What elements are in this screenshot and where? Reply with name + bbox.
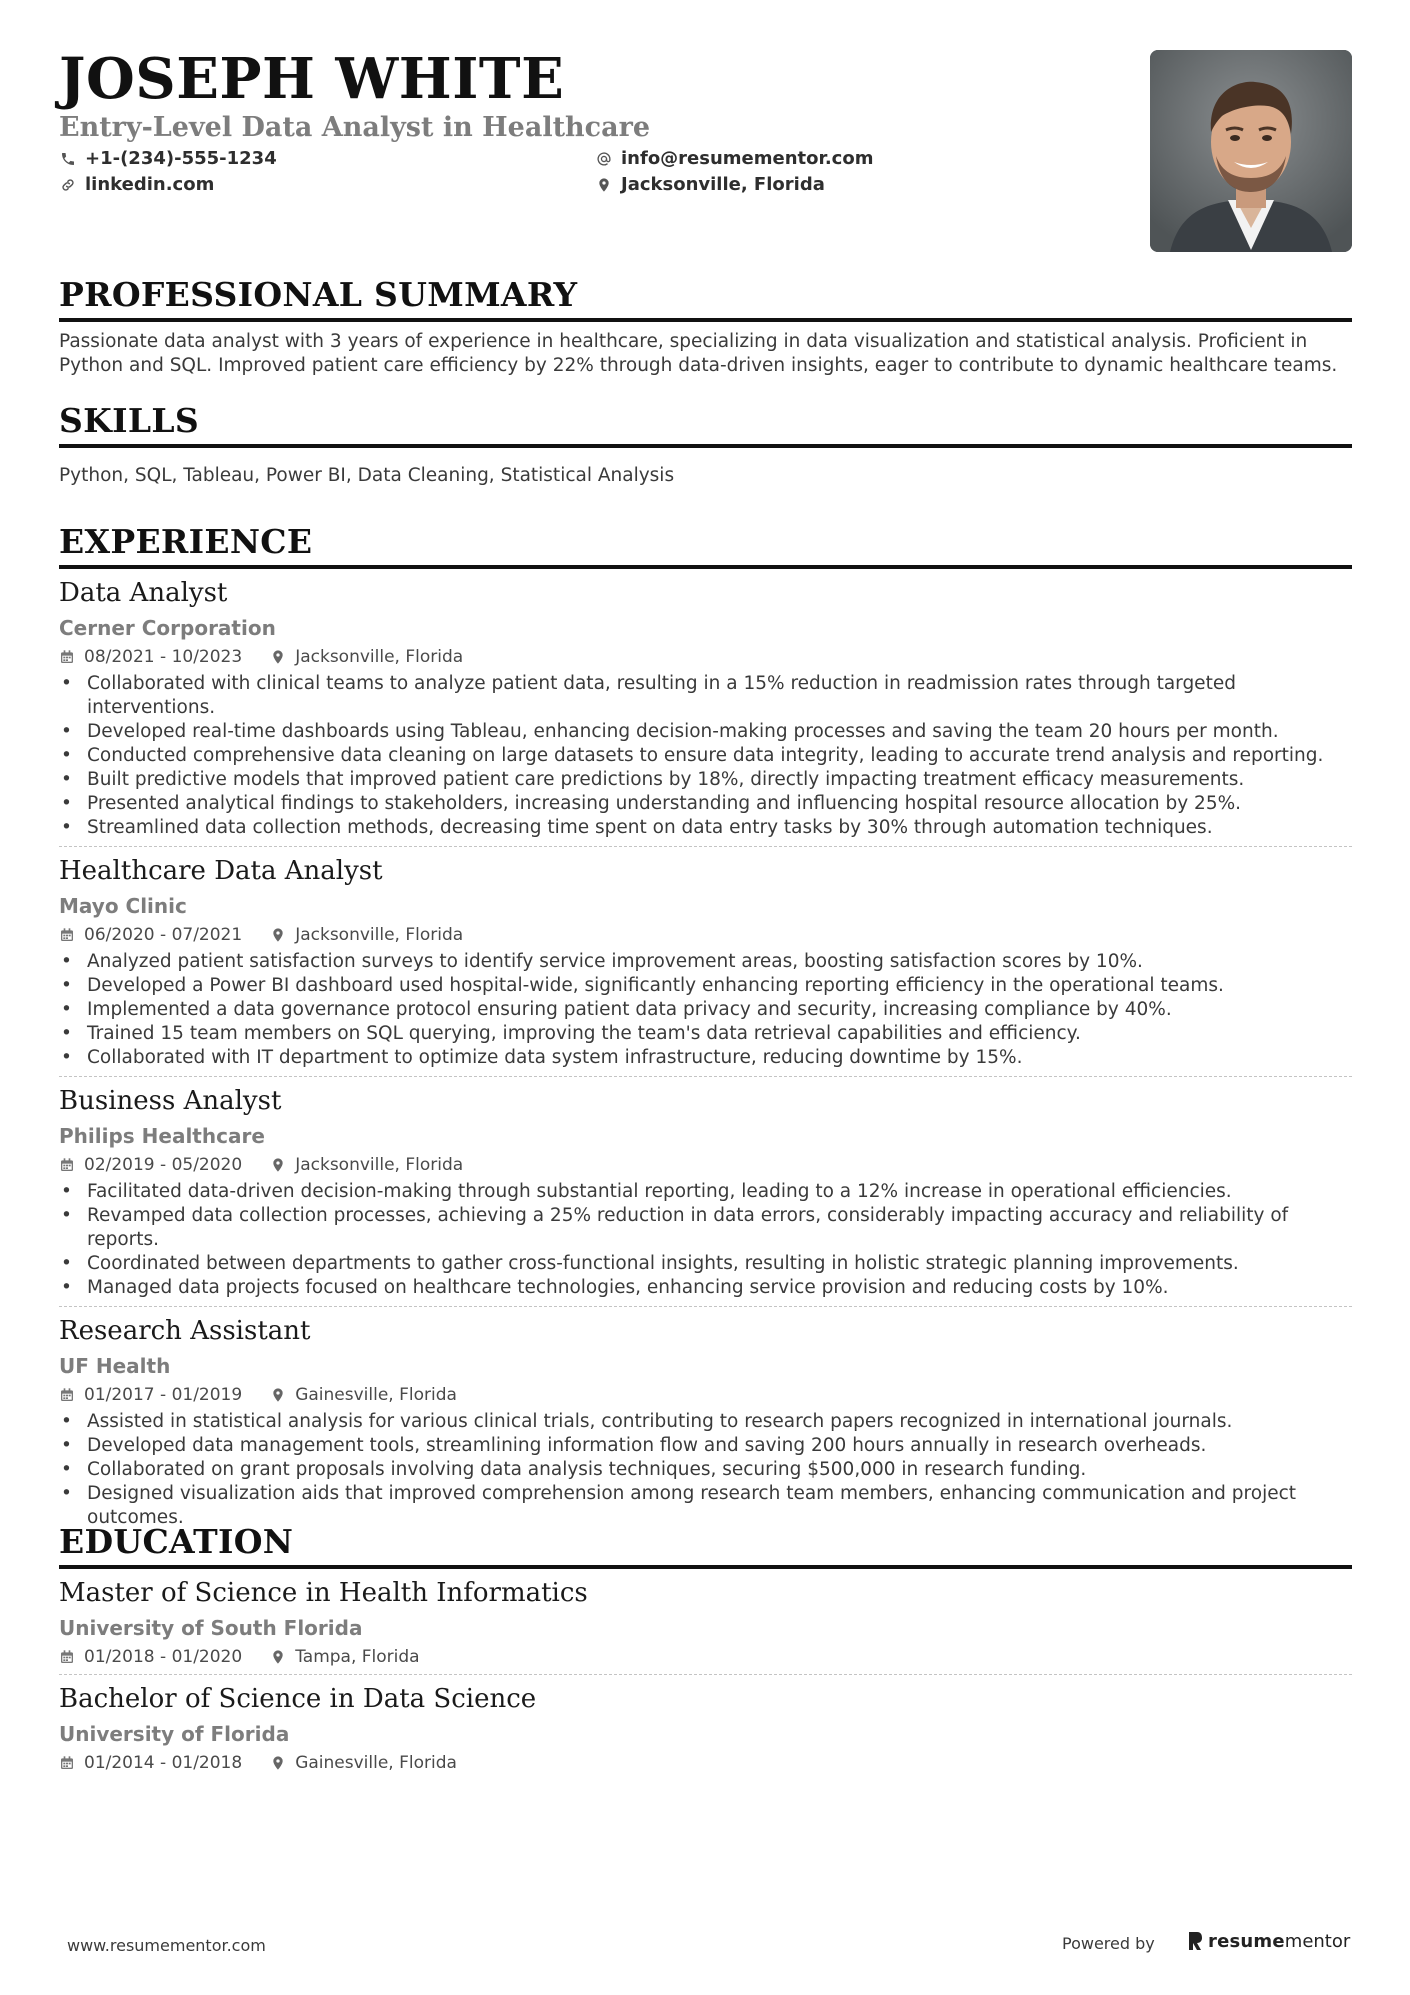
contact-phone[interactable]: [59, 147, 277, 171]
contact-linkedin[interactable]: [59, 173, 214, 197]
bullet-item: • Collaborated with clinical teams to analyze patient data, resulting in a 15% reduction in readmission rates through targeted interventions.: [59, 672, 1352, 720]
summary-text: Passionate data analyst with 3 years of experience in healthcare, specializing in data visualization and statistical analysis. Proficient in Python and SQL. Improved patient care efficiency by 22% through data-driven insights, eager to contribute to dynamic healthcare teams.: [59, 331, 1338, 376]
calendar-icon: [59, 1649, 75, 1665]
job-entry: [59, 1085, 1352, 1307]
skills-text: Python, SQL, Tableau, Power BI, Data Cleaning, Statistical Analysis: [59, 465, 675, 486]
job-dates: 01/2017 - 01/2019: [59, 1384, 242, 1406]
contact-location: [595, 173, 825, 197]
job-company: Mayo Clinic: [59, 894, 187, 918]
bullet-item: • Assisted in statistical analysis for various clinical trials, contributing to research papers recognized in international journals.: [59, 1410, 1352, 1434]
calendar-icon: [59, 1157, 75, 1173]
bullet-item: • Collaborated with IT department to optimize data system infrastructure, reducing downtime by 15%.: [59, 1046, 1352, 1070]
education-entry: [59, 1577, 1352, 1675]
bullet-item: • Trained 15 team members on SQL querying, improving the team's data retrieval capabilities and efficiency.: [59, 1022, 1352, 1046]
education-location: Gainesville, Florida: [270, 1752, 457, 1774]
map-pin-icon: [270, 1157, 286, 1173]
link-icon: [59, 176, 77, 194]
map-pin-icon: [270, 649, 286, 665]
resume-page: [59, 0, 1352, 1773]
entry-divider: [59, 846, 1352, 847]
phone-text: +1-(234)-555-1234: [85, 148, 277, 169]
entry-divider: [59, 1076, 1352, 1077]
bullet-item: • Developed real-time dashboards using Tableau, enhancing decision-making processes and saving the team 20 hours per month.: [59, 720, 1352, 744]
email-text: info@resumementor.com: [621, 148, 874, 169]
location-text: Jacksonville, Florida: [621, 174, 825, 195]
map-pin-icon: [270, 927, 286, 943]
bullet-item: • Presented analytical findings to stakeholders, increasing understanding and influencing hospital resource allocation by 25%.: [59, 792, 1352, 816]
bullet-item: • Designed visualization aids that improved comprehension among research team members, enhancing communication and project outcomes.: [59, 1482, 1352, 1530]
education-meta: [59, 1646, 1352, 1668]
education-dates: 01/2014 - 01/2018: [59, 1752, 242, 1774]
section-divider: [59, 444, 1352, 448]
bullet-item: • Revamped data collection processes, achieving a 25% reduction in data errors, considerably impacting accuracy and reliability of reports.: [59, 1204, 1352, 1252]
experience-heading: EXPERIENCE: [59, 522, 313, 561]
job-dates: 08/2021 - 10/2023: [59, 646, 242, 668]
resumementor-logo[interactable]: [1186, 1930, 1350, 1952]
bullet-item: • Managed data projects focused on healthcare technologies, enhancing service provision and reducing costs by 10%.: [59, 1276, 1352, 1300]
degree-title: Bachelor of Science in Data Science: [59, 1684, 537, 1714]
contact-email[interactable]: [595, 147, 873, 171]
footer-powered-by: Powered by: [1062, 1934, 1155, 1953]
profile-photo: [1150, 50, 1352, 252]
calendar-icon: [59, 927, 75, 943]
job-location: Jacksonville, Florida: [270, 924, 463, 946]
education-meta: [59, 1752, 1352, 1774]
summary-heading: PROFESSIONAL SUMMARY: [59, 275, 578, 314]
job-entry: [59, 1315, 1352, 1530]
bullet-item: • Collaborated on grant proposals involving data analysis techniques, securing $500,000 in research funding.: [59, 1458, 1352, 1482]
entry-divider: [59, 1306, 1352, 1307]
job-company: Cerner Corporation: [59, 616, 276, 640]
experience-section: [59, 521, 1352, 1530]
calendar-icon: [59, 1755, 75, 1771]
job-title: Data Analyst: [59, 578, 228, 608]
education-dates: 01/2018 - 01/2020: [59, 1646, 242, 1668]
at-icon: [595, 150, 613, 168]
logo-mark-icon: [1186, 1930, 1204, 1952]
bullet-item: • Developed a Power BI dashboard used hospital-wide, significantly enhancing reporting efficiency in the operational teams.: [59, 974, 1352, 998]
section-divider: [59, 1565, 1352, 1569]
job-title: Business Analyst: [59, 1086, 282, 1116]
linkedin-text: linkedin.com: [85, 174, 215, 195]
entry-divider: [59, 1674, 1352, 1675]
phone-icon: [59, 150, 77, 168]
job-location: Jacksonville, Florida: [270, 646, 463, 668]
job-meta: [59, 1154, 1352, 1176]
job-company: Philips Healthcare: [59, 1124, 265, 1148]
job-meta: [59, 924, 1352, 946]
candidate-role: Entry-Level Data Analyst in Healthcare: [59, 112, 651, 143]
job-title: Research Assistant: [59, 1316, 311, 1346]
map-pin-icon: [270, 1755, 286, 1771]
map-pin-icon: [270, 1387, 286, 1403]
job-bullets: [59, 672, 1352, 840]
bullet-item: • Built predictive models that improved patient care predictions by 18%, directly impacting treatment efficacy measurements.: [59, 768, 1352, 792]
degree-title: Master of Science in Health Informatics: [59, 1578, 588, 1608]
job-dates: 06/2020 - 07/2021: [59, 924, 242, 946]
school-name: University of Florida: [59, 1722, 290, 1746]
section-divider: [59, 318, 1352, 322]
logo-text-bold: resume: [1208, 1930, 1285, 1952]
skills-section: [59, 400, 1352, 488]
job-title: Healthcare Data Analyst: [59, 856, 383, 886]
bullet-item: • Facilitated data-driven decision-making through substantial reporting, leading to a 12% increase in operational efficiencies.: [59, 1180, 1352, 1204]
resume-header: [59, 0, 1352, 260]
bullet-item: • Streamlined data collection methods, decreasing time spent on data entry tasks by 30% through automation techniques.: [59, 816, 1352, 840]
map-pin-icon: [270, 1649, 286, 1665]
education-entry: [59, 1683, 1352, 1774]
bullet-item: • Implemented a data governance protocol ensuring patient data privacy and security, increasing compliance by 40%.: [59, 998, 1352, 1022]
bullet-item: • Analyzed patient satisfaction surveys to identify service improvement areas, boosting satisfaction scores by 10%.: [59, 950, 1352, 974]
education-location: Tampa, Florida: [270, 1646, 419, 1668]
education-heading: EDUCATION: [59, 1522, 294, 1561]
bullet-item: • Conducted comprehensive data cleaning on large datasets to ensure data integrity, leading to accurate trend analysis and reporting.: [59, 744, 1352, 768]
map-pin-icon: [595, 176, 613, 194]
education-section: [59, 1521, 1352, 1774]
candidate-name: JOSEPH WHITE: [59, 46, 565, 112]
job-meta: [59, 1384, 1352, 1406]
job-dates: 02/2019 - 05/2020: [59, 1154, 242, 1176]
bullet-item: • Coordinated between departments to gather cross-functional insights, resulting in holistic strategic planning improvements.: [59, 1252, 1352, 1276]
calendar-icon: [59, 649, 75, 665]
job-entry: [59, 855, 1352, 1077]
job-meta: [59, 646, 1352, 668]
summary-section: [59, 274, 1352, 378]
job-bullets: [59, 950, 1352, 1070]
footer-url[interactable]: www.resumementor.com: [67, 1936, 266, 1955]
job-bullets: [59, 1180, 1352, 1300]
calendar-icon: [59, 1387, 75, 1403]
section-divider: [59, 565, 1352, 569]
bullet-item: • Developed data management tools, streamlining information flow and saving 200 hours annually in research overheads.: [59, 1434, 1352, 1458]
job-location: Gainesville, Florida: [270, 1384, 457, 1406]
job-company: UF Health: [59, 1354, 171, 1378]
job-bullets: [59, 1410, 1352, 1530]
job-location: Jacksonville, Florida: [270, 1154, 463, 1176]
logo-text-light: mentor: [1284, 1930, 1351, 1952]
skills-heading: SKILLS: [59, 401, 199, 440]
school-name: University of South Florida: [59, 1616, 363, 1640]
job-entry: [59, 577, 1352, 847]
